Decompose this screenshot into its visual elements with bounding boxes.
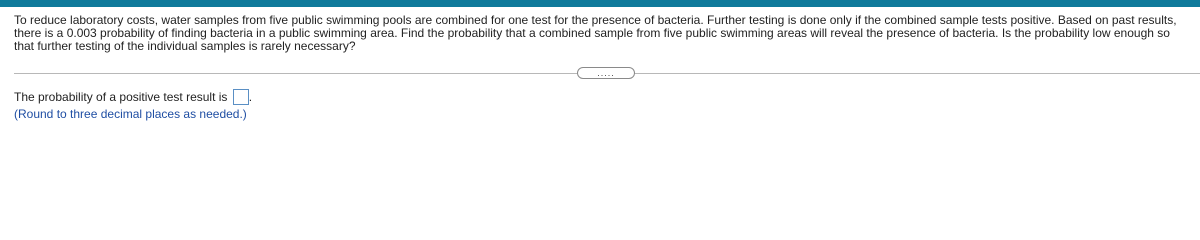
expand-button[interactable]: ..... [577,67,635,79]
answer-input[interactable] [233,89,249,105]
answer-line [14,89,252,105]
top-accent-bar [0,0,1200,7]
question-text: To reduce laboratory costs, water samples from five public swimming pools are combined for one test for the presence of bacteria. Further testing is done only if the combined sample tests positive. Based on past results, there is a 0.003 probability of finding bacteria in a public swimming area. Find the probability that a combined sample from five public swimming areas will reveal the presence of bacteria. Is the probability low enough so that further testing of the individual samples is rarely necessary? [14,13,1177,53]
answer-period: . [248,90,253,104]
rounding-hint: (Round to three decimal places as needed.) [14,107,247,121]
answer-prompt: The probability of a positive test result is [14,90,228,104]
